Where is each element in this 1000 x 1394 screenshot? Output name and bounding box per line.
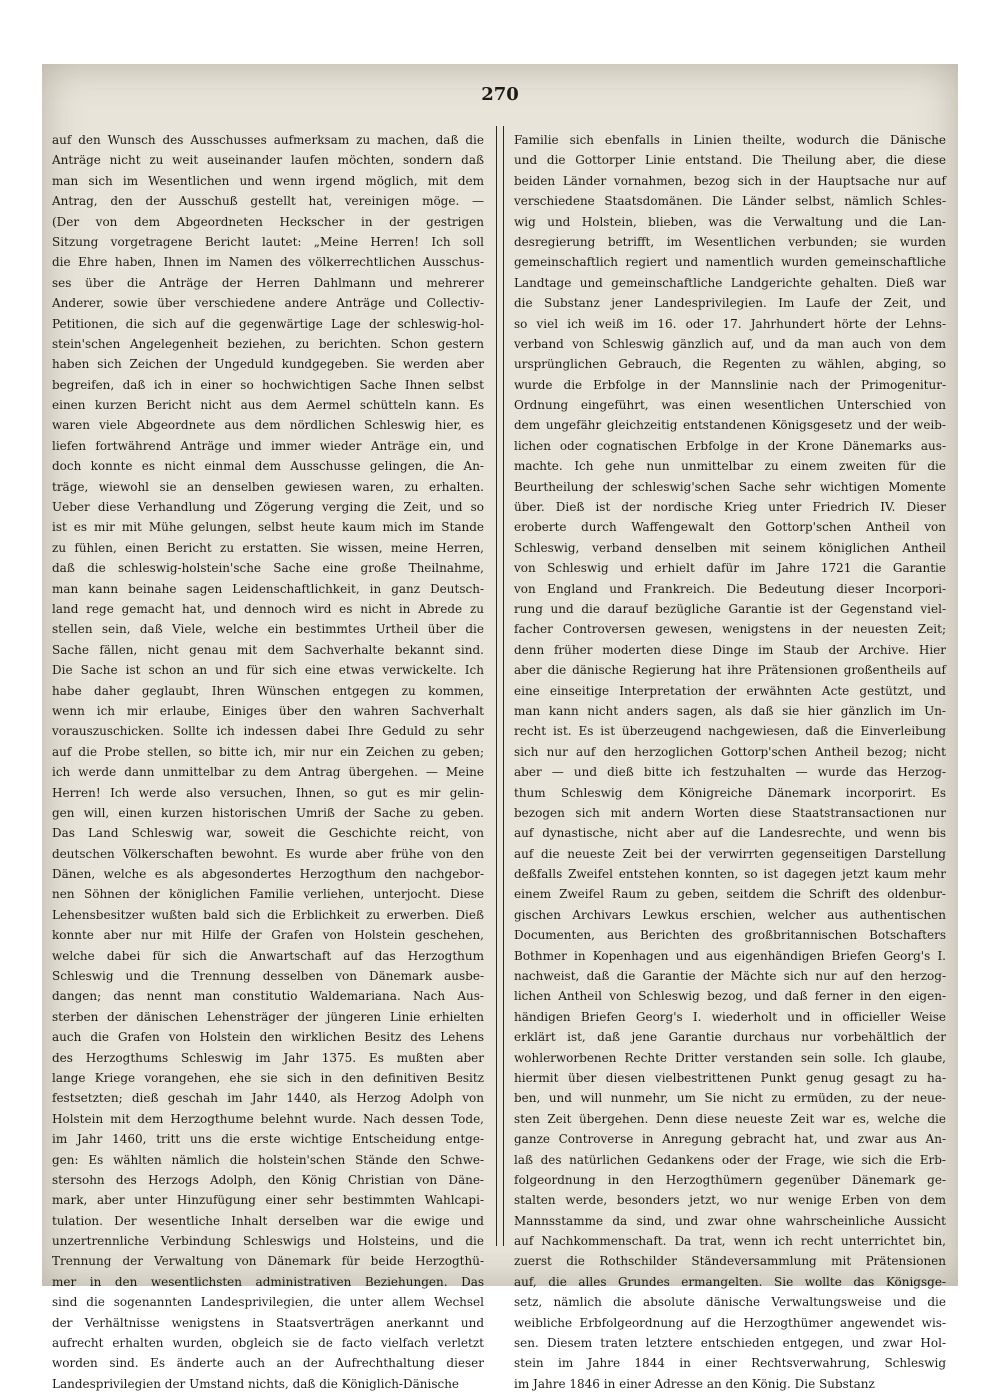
text-line: stein im Jahre 1844 in einer Rechtsverwahrung, Schleswig: [514, 1356, 946, 1371]
text-line: beiden Länder vornahmen, bezog sich in der Hauptsache nur auf: [514, 173, 946, 188]
text-line: daß die schleswig-holstein'sche Sache eine große Theilnahme,: [52, 561, 484, 576]
text-line: auf Nachkommenschaft. Da trat, wenn ich recht unterrichtet bin,: [514, 1234, 946, 1249]
text-line: (Der von dem Abgeordneten Heckscher in der gestrigen: [52, 214, 484, 229]
text-line: unzertrennliche Verbindung Schleswigs und Holsteins, und die: [52, 1234, 484, 1249]
text-line: haben sich Zeichen der Ungeduld kundgegeben. Sie werden aber: [52, 357, 484, 372]
text-line: Trennung der Verwaltung von Dänemark für beide Herzogthü-: [52, 1254, 484, 1269]
text-line: Sache fällen, nicht genau mit dem Sachverhalte bekannt sind.: [52, 642, 484, 657]
text-line: im Jahre 1846 in einer Adresse an den König. Die Substanz: [514, 1376, 875, 1391]
text-line: nen Söhnen der königlichen Familie verliehen, unterjocht. Diese: [52, 887, 484, 902]
text-line: man sich im Wesentlichen und wenn irgend möglich, mit dem: [52, 173, 484, 188]
text-line: von Schleswig und erhielt dafür im Jahre 1721 die Garantie: [514, 561, 946, 576]
text-line: sterben der dänischen Lehensträger der jüngeren Linie erhielten: [52, 1009, 484, 1024]
right-column: [514, 130, 946, 1391]
text-line: ist es mir mit Mühe gelungen, selbst heute kaum mich im Stande: [52, 520, 484, 535]
text-line: Die Sache ist schon an und für sich eine etwas verwickelte. Ich: [52, 663, 484, 678]
text-line: zuerst die Rothschilder Ständeversammlung mit Prätensionen: [514, 1254, 946, 1269]
text-line: machte. Ich gehe nun unmittelbar zu einem zweiten für die: [514, 459, 946, 474]
text-line: folgeordnung in den Herzogthümern gegenüber Dänemark ge-: [514, 1172, 946, 1187]
text-line: laß des natürlichen Gedankens oder der Frage, wie sich die Erb-: [514, 1152, 946, 1167]
text-line: ich werde dann unmittelbar zu dem Antrag übergehen. — Meine: [52, 765, 484, 780]
page-number: 270: [481, 84, 519, 105]
text-line: mer in den wesentlichsten administrativen Beziehungen. Das: [52, 1274, 484, 1289]
text-line: Lehensbesitzer wußten bald sich die Erblichkeit zu erwerben. Dieß: [52, 907, 484, 922]
text-line: deßfalls Zweifel entstehen konnten, so ist dagegen jetzt kaum mehr: [514, 867, 946, 882]
text-line: so viel ich weiß im 16. oder 17. Jahrhundert hörte der Lehns-: [514, 316, 946, 331]
text-line: einem Zweifel Raum zu geben, seitdem die Schrift des oldenbur-: [514, 887, 946, 902]
text-line: lichen oder cognatischen Erbfolge in der Krone Dänemarks aus-: [514, 438, 946, 453]
text-line: Beurtheilung der schleswig'schen Sache sehr wichtigen Momente: [514, 479, 946, 494]
text-line: eroberte durch Waffengewalt den Gottorp'schen Antheil von: [514, 520, 946, 535]
text-line: auf dynastische, nicht aber auf die Landesrechte, und wenn bis: [514, 826, 946, 841]
text-line: der Verhältnisse wenigstens in Staatsverträgen anerkannt und: [52, 1315, 484, 1330]
text-line: doch konnte es nicht einmal dem Ausschusse gelingen, die An-: [52, 459, 484, 474]
text-line: setz, nämlich die absolute dänische Verwaltungsweise und die: [514, 1295, 946, 1310]
text-line: Ordnung eingeführt, was einen wesentlichen Unterschied von: [514, 398, 946, 413]
text-line: und die Gottorper Linie entstand. Die Theilung aber, die diese: [514, 153, 946, 168]
text-line: auf die Probe stellen, so bitte ich, mir nur ein Zeichen zu geben;: [52, 744, 484, 759]
text-line: stersohn des Herzogs Adolph, den König Christian von Däne-: [52, 1172, 484, 1187]
text-line: händigen Briefen Georg's I. wiederholt und in officieller Weise: [514, 1009, 946, 1024]
text-line: hiermit über diesen vielbestrittenen Punkt genug gesagt zu ha-: [514, 1070, 946, 1085]
text-line: bezogen sich mit andern Worten diese Staatstransactionen nur: [514, 805, 946, 820]
text-line: man kann beinahe sagen Leidenschaftlichkeit, in ganz Deutsch-: [52, 581, 484, 596]
text-line: begreifen, daß ich in einer so hochwichtigen Sache Ihnen selbst: [52, 377, 484, 392]
text-line: Petitionen, die sich auf die gegenwärtige Lage der schleswig-hol-: [52, 316, 484, 331]
text-line: lange Kriege vorangehen, ehe sie sich in den definitiven Besitz: [52, 1070, 484, 1085]
text-line: welche dabei für sich die Anwartschaft auf das Herzogthum: [52, 948, 484, 963]
text-line: gemeinschaftlich regiert und namentlich wurden gemeinschaftliche: [514, 255, 946, 270]
text-line: ben, und will nunmehr, um Sie nicht zu ermüden, zu der neue-: [514, 1091, 946, 1106]
text-line: weibliche Erbfolgeordnung auf die Herzogthümer angewendet wis-: [514, 1315, 946, 1330]
text-line: von England und Frankreich. Die Bedeutung dieser Incorpori-: [514, 581, 946, 596]
text-line: Das Land Schleswig war, soweit die Geschichte reicht, von: [52, 826, 484, 841]
text-line: desregierung betrifft, im Wesentlichen verbunden; sie wurden: [514, 234, 946, 249]
text-line: Holstein mit dem Herzogthume belehnt wurde. Nach dessen Tode,: [52, 1111, 484, 1126]
left-column: [52, 130, 484, 1391]
text-line: ursprünglichen Gebrauch, die Regenten zu wählen, abging, so: [514, 357, 946, 372]
text-line: erklärt ist, daß jene Garantie durchaus nur vorbehältlich der: [514, 1030, 946, 1045]
text-line: wig und Holstein, blieben, was die Verwaltung und die Lan-: [514, 214, 946, 229]
text-line: Bothmer in Kopenhagen und aus eigenhändigen Briefen Georg's I.: [514, 948, 946, 963]
text-line: die Substanz jener Landesprivilegien. Im Laufe der Zeit, und: [514, 296, 946, 311]
text-line: gen will, einen kurzen historischen Umriß der Sache zu geben.: [52, 805, 484, 820]
text-line: land rege gemacht hat, und dennoch wird es nicht in Abrede zu: [52, 601, 484, 616]
text-line: aber die dänische Regierung hat ihre Prätensionen großentheils auf: [514, 663, 946, 678]
text-line: im Jahr 1460, tritt uns die erste wichtige Entscheidung entge-: [52, 1132, 484, 1147]
text-line: ganze Controverse in Anregung gebracht hat, und zwar aus An-: [514, 1132, 946, 1147]
text-line: festsetzten; dieß geschah im Jahr 1440, als Herzog Adolph von: [52, 1091, 484, 1106]
text-line: einen kurzen Bericht nicht aus dem Aermel schütteln kann. Es: [52, 398, 484, 413]
text-line: Schleswig, verband denselben mit seinem königlichen Antheil: [514, 540, 946, 555]
text-line: ses über die Anträge der Herren Dahlmann und mehrerer: [52, 275, 484, 290]
text-line: lichen Antheil von Schleswig bezog, und daß ferner in den eigen-: [514, 989, 946, 1004]
text-line: sich nur auf den herzoglichen Gottorp'schen Antheil bezog; nicht: [514, 744, 946, 759]
text-line: auch die Grafen von Holstein den wirklichen Besitz des Lehens: [52, 1030, 484, 1045]
text-line: worden sind. Es änderte auch an der Aufrechthaltung dieser: [52, 1356, 484, 1371]
text-line: sind die sogenannten Landesprivilegien, die unter allem Wechsel: [52, 1295, 484, 1310]
text-line: Landtage und gemeinschaftliche Landgerichte gehalten. Dieß war: [514, 275, 946, 290]
text-line: Herren! Ich werde also versuchen, Ihnen, so gut es mir gelin-: [52, 785, 484, 800]
text-line: gischen Archivars Lewkus erschien, welcher aus authentischen: [514, 907, 946, 922]
text-line: auf, die alles Grundes ermangelten. Sie wollte das Königsge-: [514, 1274, 946, 1289]
text-line: waren viele Abgeordnete aus dem nördlichen Schleswig hier, es: [52, 418, 484, 433]
text-line: Dänen, welche es als abgesondertes Herzogthum den nachgebor-: [52, 867, 484, 882]
text-line: deutschen Völkerschaften bewohnt. Es wurde aber frühe von den: [52, 846, 484, 861]
text-line: wenn ich mir erlaube, Einiges über den wahren Sachverhalt: [52, 703, 484, 718]
text-line: Ueber diese Verhandlung und Zögerung verging die Zeit, und so: [52, 500, 484, 515]
text-line: des Herzogthums Schleswig im Jahr 1375. Es mußten aber: [52, 1050, 484, 1065]
text-line: über. Dieß ist der nordische Krieg unter Friedrich IV. Dieser: [514, 500, 946, 515]
text-line: sen. Diesem traten letztere entschieden entgegen, und zwar Hol-: [514, 1336, 946, 1351]
text-line: Mannsstamme da sind, und zwar ohne wahrscheinliche Aussicht: [514, 1213, 946, 1228]
text-line: tulation. Der wesentliche Inhalt derselben war die ewige und: [52, 1213, 484, 1228]
newspaper-page: [42, 64, 958, 1391]
text-line: Anderer, sowie über verschiedene andere Anträge und Collectiv-: [52, 296, 484, 311]
text-line: recht ist. Es ist überzeugend nachgewiesen, daß die Einverleibung: [514, 724, 946, 739]
text-line: aber — und dieß bitte ich festzuhalten — wurde das Herzog-: [514, 765, 946, 780]
text-line: wurde die Erbfolge in der Mannslinie nach der Primogenitur-: [514, 377, 946, 392]
text-line: träge, wiewohl sie an denselben gewiesen waren, zu erhalten.: [52, 479, 484, 494]
text-line: verschiedene Staatsdomänen. Die Länder selbst, nämlich Schles-: [514, 194, 946, 209]
text-line: facher Controversen gewesen, wenigstens in der neuesten Zeit;: [514, 622, 946, 637]
text-line: Documenten, aus Berichten des großbritannischen Botschafters: [514, 928, 946, 943]
text-line: auf den Wunsch des Ausschusses aufmerksam zu machen, daß die: [52, 133, 484, 147]
text-line: liefen fortwährend Anträge und immer wieder Anträge ein, und: [52, 438, 484, 453]
text-line: vorauszuschicken. Sollte ich indessen dabei Ihre Geduld zu sehr: [52, 724, 484, 739]
column-divider: [496, 126, 504, 1246]
text-line: man kann nicht anders sagen, als daß sie hier gänzlich im Un-: [514, 703, 946, 718]
text-line: thum Schleswig dem Königreiche Dänemark incorporirt. Es: [514, 785, 946, 800]
text-line: rung und die darauf bezügliche Garantie ist der Gegenstand viel-: [514, 601, 946, 616]
text-line: konnte aber nur mit Hilfe der Grafen von Holstein geschehen,: [52, 928, 484, 943]
text-line: dangen; das nennt man constitutio Waldemariana. Nach Aus-: [52, 989, 484, 1004]
text-line: Anträge nicht zu weit auseinander laufen möchten, sondern daß: [52, 153, 484, 168]
text-line: mark, aber unter Hinzufügung einer sehr bestimmten Wahlcapi-: [52, 1193, 484, 1208]
text-line: zu fühlen, einen Bericht zu erstatten. Sie wissen, meine Herren,: [52, 540, 484, 555]
text-line: Landesprivilegien der Umstand nichts, daß die Königlich-Dänische: [52, 1376, 460, 1391]
text-line: aufrecht erhalten wurden, obgleich sie de facto vielfach verletzt: [52, 1336, 484, 1351]
text-line: Antrag, den der Ausschuß gestellt hat, vereinigen möge. —: [52, 194, 484, 209]
text-line: Familie sich ebenfalls in Linien theilte, wodurch die Dänische: [514, 133, 946, 147]
text-line: nachweist, daß die Garantie der Mächte sich nur auf den herzog-: [514, 969, 946, 984]
text-line: stalten werde, besonders jetzt, wo nur wenige Erben von dem: [514, 1193, 946, 1208]
text-line: Schleswig und die Trennung desselben von Dänemark ausbe-: [52, 969, 484, 984]
text-line: verband von Schleswig gänzlich auf, und da man auch von dem: [514, 336, 946, 351]
text-line: stellen sein, daß Viele, welche ein bestimmtes Urtheil über die: [52, 622, 484, 637]
text-line: wohlerworbenen Rechte Dritter verstanden sein solle. Ich glaube,: [514, 1050, 946, 1065]
text-line: sten Zeit übergehen. Denn diese neueste Zeit war es, welche die: [514, 1111, 946, 1126]
text-line: habe daher geglaubt, Ihren Wünschen entgegen zu kommen,: [52, 683, 484, 698]
text-line: stein'schen Angelegenheit beziehen, zu berichten. Schon gestern: [52, 336, 484, 351]
text-line: Sitzung vorgetragene Bericht lautet: „Meine Herren! Ich soll: [52, 234, 484, 249]
text-line: die Ehre haben, Ihnen im Namen des völkerrechtlichen Ausschus-: [52, 255, 484, 270]
text-line: eine einseitige Interpretation der erwähnten Acte gestützt, und: [514, 683, 946, 698]
text-line: gen: Es wählten nämlich die holstein'schen Stände den Schwe-: [52, 1152, 484, 1167]
text-line: dem ungefähr gleichzeitig entstandenen Königsgesetz und der weib-: [514, 418, 946, 433]
text-line: auf die neueste Zeit bei der verwirrten gegenseitigen Darstellung: [514, 846, 946, 861]
text-line: denn früher moderten diese Dinge im Staub der Archive. Hier: [514, 642, 946, 657]
